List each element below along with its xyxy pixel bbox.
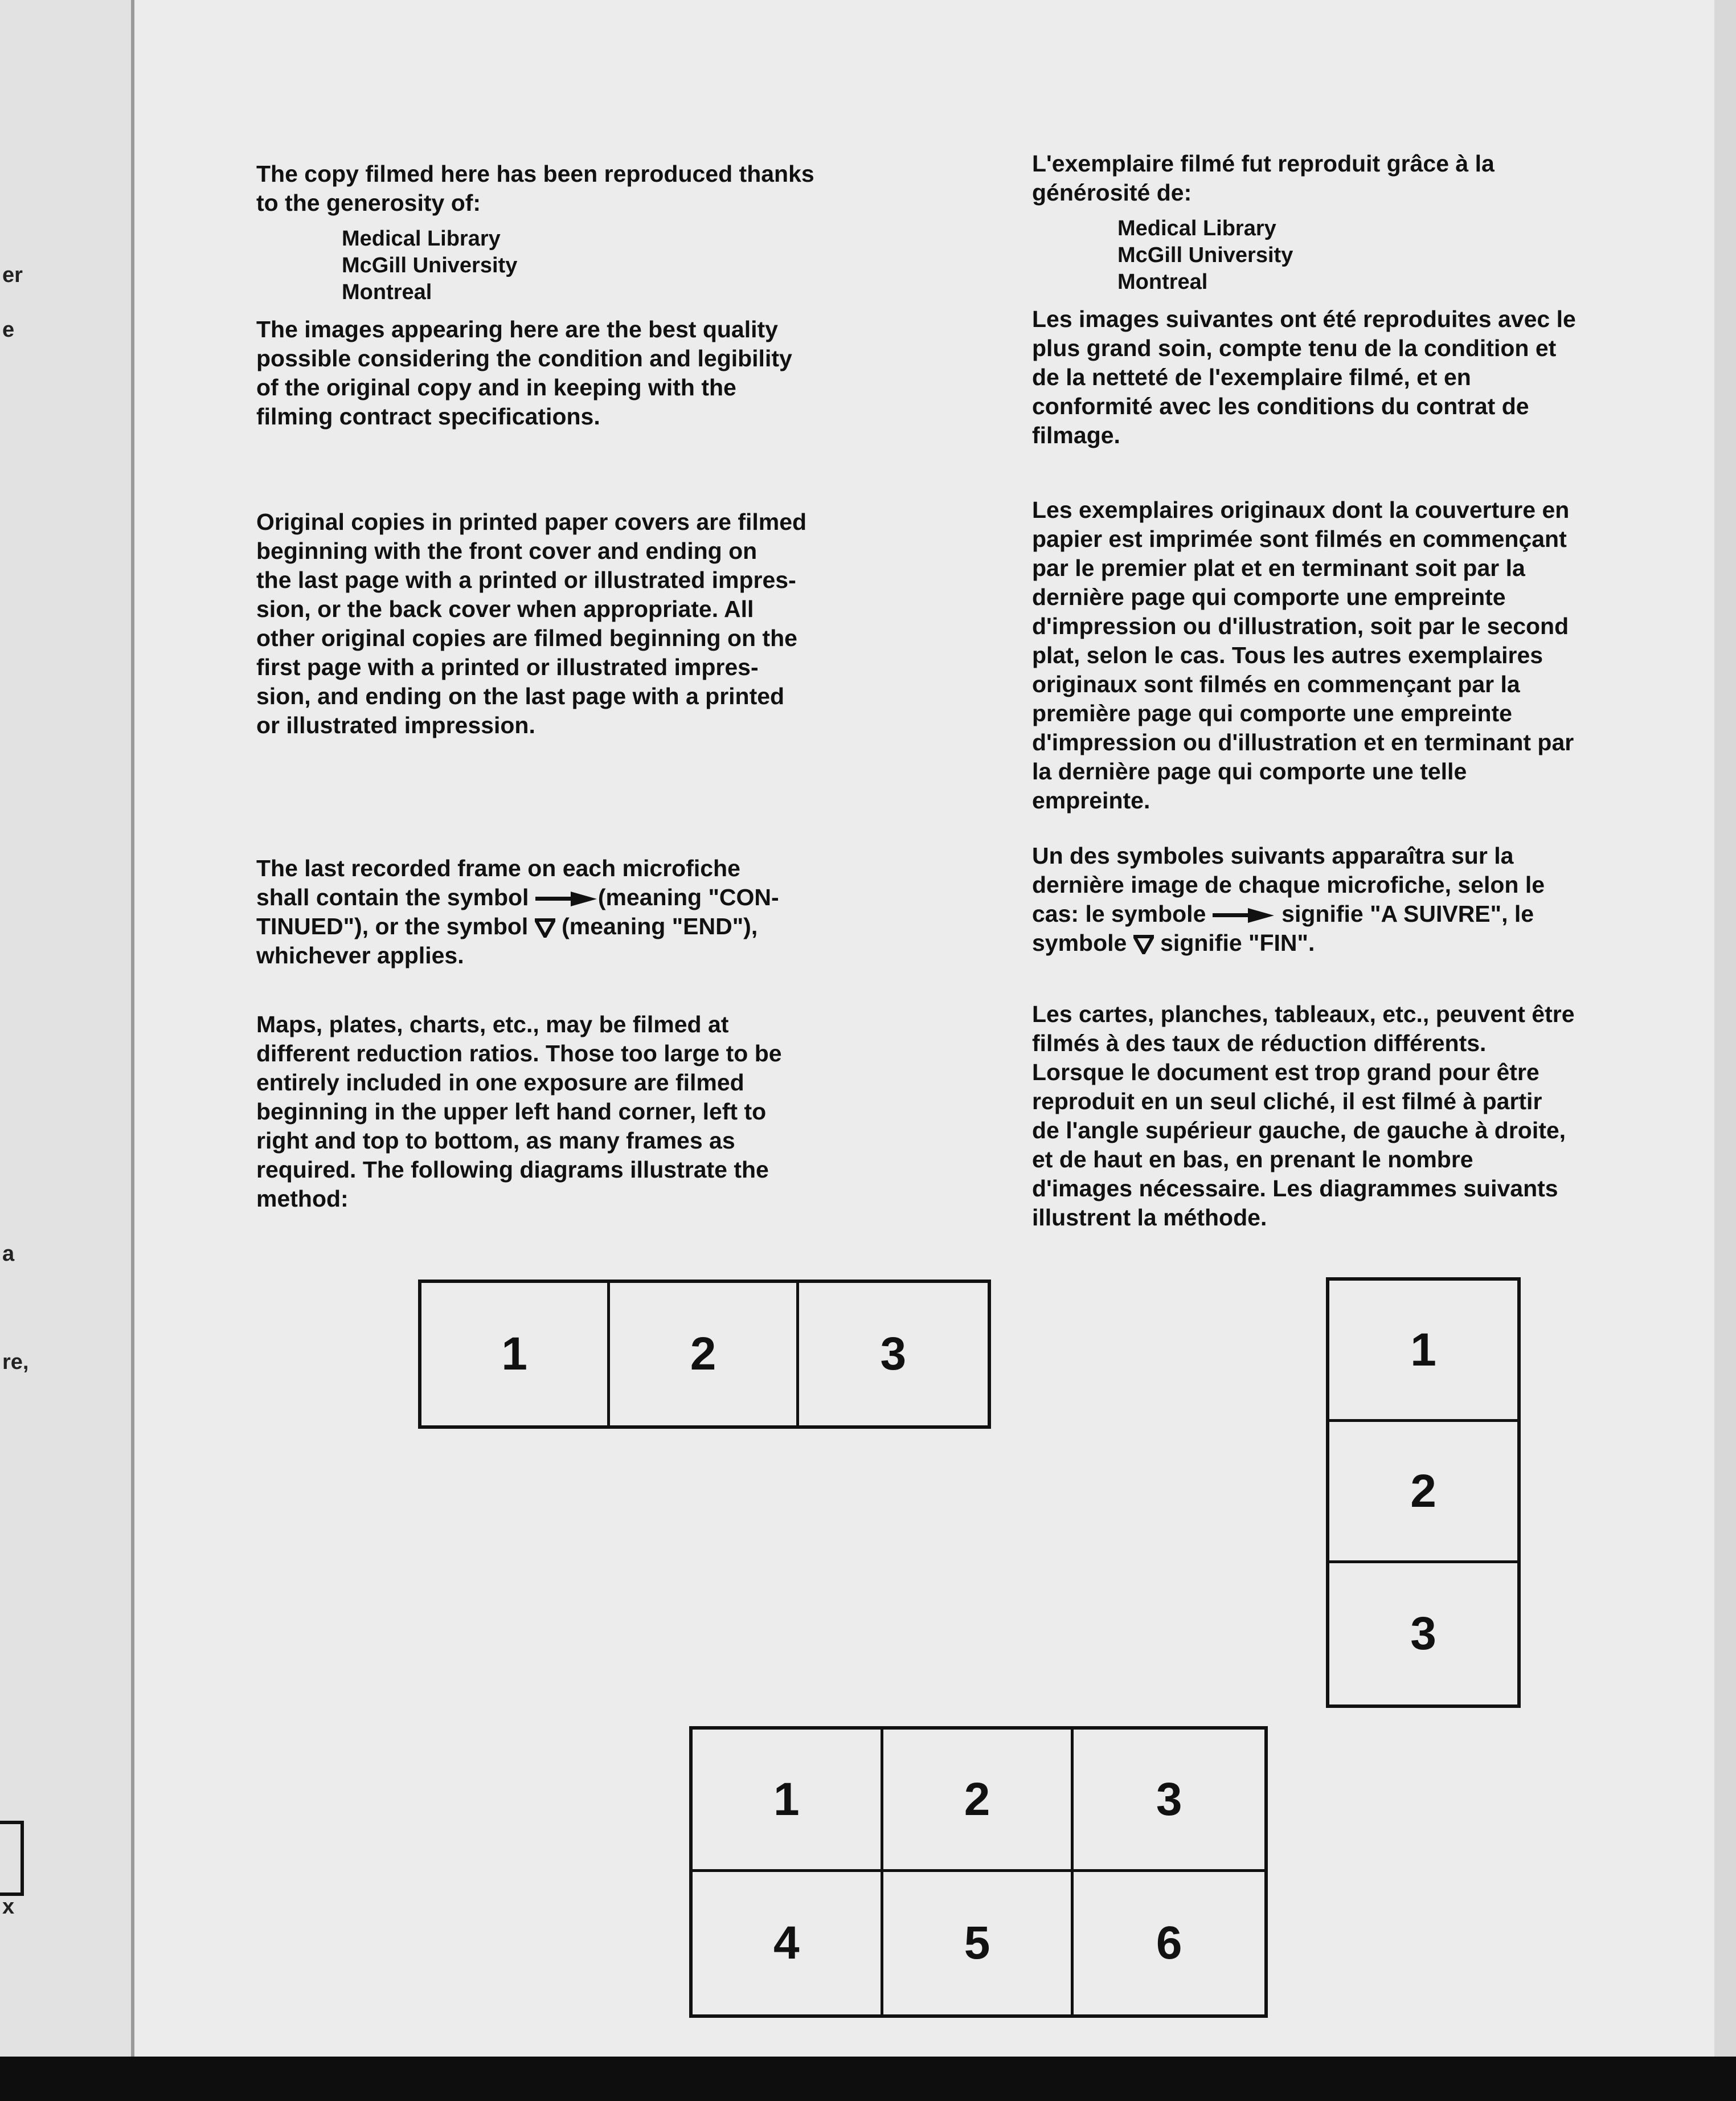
symbol-line: whichever applies. [256, 942, 464, 968]
symbol-text: signifie "FIN". [1153, 930, 1315, 956]
frame-cell: 2 [883, 1730, 1074, 1872]
symbol-line [256, 883, 928, 912]
symbol-text: shall contain the symbol [256, 884, 535, 910]
french-column [1032, 149, 1710, 1232]
institution-line: Medical Library [342, 227, 501, 251]
right-arrow-icon [535, 892, 598, 906]
frame-cell: 2 [1329, 1422, 1517, 1563]
french-covers-paragraph: Les exemplaires originaux dont la couverture en papier est imprimée sont filmés en commençant par le premier plat et en terminant soit par la dernière page qui comporte une empreinte d'impression ou d'illustration, soit par le second plat, selon le cas. Tous les autres exemplaires originaux sont filmés en commençant par la première page qui comporte une empreinte d'impression ou d'illustration et en terminant par la dernière page qui comporte une telle empreinte. [1032, 497, 1574, 814]
left-page-fragment: re, [2, 1350, 29, 1374]
left-page-box [0, 1821, 24, 1896]
symbol-text: symbole [1032, 930, 1133, 956]
institution-line: Montreal [342, 280, 432, 304]
institution-line: Medical Library [1117, 216, 1276, 240]
right-arrow-icon [1213, 908, 1275, 923]
french-intro: L'exemplaire filmé fut reproduit grâce à la générosité de: [1032, 150, 1495, 206]
frame-cell: 3 [1410, 1608, 1436, 1659]
right-page-edge [1714, 0, 1736, 2057]
symbol-text: (meaning "CON- [597, 884, 779, 910]
french-quality-paragraph: Les images suivantes ont été reproduites avec le plus grand soin, compte tenu de la condition et de la netteté de l'exemplaire filmé, et en conformité avec les conditions du contrat de filmage. [1032, 306, 1576, 448]
horizontal-frames-diagram [418, 1280, 991, 1429]
english-column [256, 160, 928, 1213]
institution-line: McGill University [342, 254, 518, 277]
frame-cell: 1 [693, 1730, 883, 1872]
french-institution [1032, 215, 1710, 296]
frame-cell: 6 [1156, 1917, 1182, 1969]
grid-frames-diagram [689, 1726, 1268, 2018]
frame-cell: 2 [610, 1283, 799, 1425]
bottom-black-strip [0, 2057, 1736, 2101]
frame-cell: 1 [421, 1283, 610, 1425]
symbol-line [1032, 929, 1710, 958]
english-institution [256, 226, 928, 306]
left-page-fragment: x [2, 1895, 15, 1919]
frame-cell: 3 [880, 1328, 907, 1380]
left-page-background [0, 0, 137, 2101]
down-triangle-icon [535, 918, 555, 938]
down-triangle-icon [1133, 935, 1154, 954]
english-intro: The copy filmed here has been reproduced thanks to the generosity of: [256, 161, 814, 216]
frame-cell: 5 [883, 1872, 1074, 2014]
english-maps-paragraph: Maps, plates, charts, etc., may be filmed at different reduction ratios. Those too large to be entirely included in one exposure are filmed beginning in the upper left hand corner, left to right and top to bottom, as many frames as required. The following diagrams illustrate the method: [256, 1011, 782, 1212]
french-maps-paragraph: Les cartes, planches, tableaux, etc., peuvent être filmés à des taux de réduction différents. Lorsque le document est trop grand pour être reproduit en un seul cliché, il est filmé à partir de l'angle supérieur gauche, de gauche à droite, et de haut en bas, en prenant le nombre d'images nécessaire. Les diagrammes suivants illustrent la méthode. [1032, 1001, 1575, 1231]
french-symbol-paragraph [1032, 841, 1710, 958]
english-covers-paragraph: Original copies in printed paper covers are filmed beginning with the front cover and ending on the last page with a printed or illustrated impres- sion, or the back cover when appropriate. All other original copies are filmed beginning on the first page with a printed or illustrated impres- sion, and ending on the last page with a printed or illustrated impression. [256, 509, 807, 738]
vertical-frames-diagram [1326, 1277, 1521, 1708]
left-page-fragment: a [2, 1242, 15, 1266]
symbol-text: cas: le symbole [1032, 901, 1213, 927]
institution-line: Montreal [1117, 270, 1208, 294]
symbol-text: (meaning "END"), [555, 913, 758, 939]
left-page-fragment: er [2, 263, 23, 287]
symbol-text: signifie "A SUIVRE", le [1275, 901, 1534, 927]
institution-line: McGill University [1117, 243, 1293, 267]
frame-cell: 3 [1074, 1730, 1264, 1872]
left-page-fragment: e [2, 318, 15, 342]
symbol-line [256, 912, 928, 941]
frame-cell: 4 [693, 1872, 883, 2014]
symbol-line: The last recorded frame on each microfiche [256, 855, 740, 881]
symbol-line: Un des symboles suivants apparaîtra sur la [1032, 843, 1514, 869]
english-symbol-paragraph [256, 854, 928, 970]
frame-cell: 1 [1329, 1281, 1517, 1422]
symbol-text: TINUED"), or the symbol [256, 913, 535, 939]
symbol-line [1032, 900, 1710, 929]
english-quality-paragraph: The images appearing here are the best quality possible considering the condition and legibility of the original copy and in keeping with the filming contract specifications. [256, 316, 792, 430]
symbol-line: dernière image de chaque microfiche, selon le [1032, 872, 1545, 898]
